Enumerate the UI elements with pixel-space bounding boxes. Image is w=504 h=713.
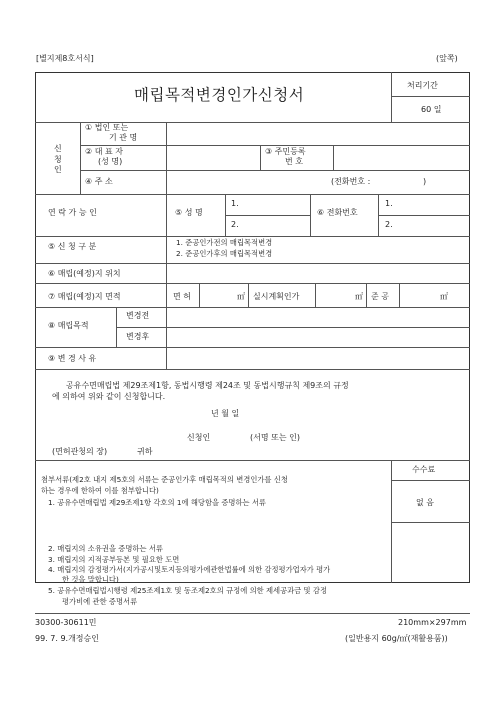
page-side-label: (앞쪽) xyxy=(436,54,458,63)
area-licensed-unit: ㎡ xyxy=(237,292,245,301)
declaration-signature: (서명 또는 인) xyxy=(250,433,300,442)
area-completed-label: 준 공 xyxy=(371,292,389,301)
attachment-item-5: 5. 공유수면매립법시행령 제25조제1호 및 동조제2호의 규정에 의한 제세공과금 및 감정 xyxy=(48,586,328,595)
declaration-date: 년 월 일 xyxy=(211,409,240,418)
area-planned-label: 실시계획인가 xyxy=(253,292,300,301)
contact-phone-label: ⑥ 전화번호 xyxy=(317,208,358,217)
attachment-item-4: 4. 매립지의 감정평가서(지가공시및토지등의평가에관한법률에 의한 감정평가업자가 평가 xyxy=(48,565,331,574)
processing-period-value: 60 일 xyxy=(421,105,442,114)
attachments-intro-1: 첨부서류(제2호 내지 제5호의 서류는 준공인가후 매립목적의 변경인가를 신청 xyxy=(41,475,288,484)
approval-date: 99. 7. 9.개정승인 xyxy=(35,634,99,643)
contact-phone-slot-1: 1. xyxy=(385,199,393,208)
attachment-item-4-cont: 한 것을 말합니다) xyxy=(62,575,119,584)
form-number: [별지제8호서식] xyxy=(36,54,94,63)
purpose-label: ⑧ 매립목적 xyxy=(48,321,89,330)
processing-period-label: 처리기간 xyxy=(407,81,438,90)
attachment-item-5-cont: 평가비에 관한 증명서류 xyxy=(62,597,138,606)
applicant-section-label: 신청인 xyxy=(54,144,62,174)
paper-spec: (일반용지 60g/㎡(재활용품)) xyxy=(345,634,448,643)
corp-name-label: ① 법인 또는 xyxy=(85,123,129,132)
contact-name-slot-1: 1. xyxy=(231,199,239,208)
attachments-intro-2: 하는 경우에 한하여 이를 첨부합니다) xyxy=(41,486,159,495)
paper-size: 210mm×297mm xyxy=(398,618,467,627)
attachment-item-2: 2. 매립지의 소유권을 증명하는 서류 xyxy=(48,544,163,553)
reg-number-label-2: 번 호 xyxy=(285,157,303,166)
fee-value: 없 음 xyxy=(416,498,434,507)
purpose-before-label: 변경전 xyxy=(126,311,150,320)
area-completed-unit: ㎡ xyxy=(440,292,448,301)
address-label: ④ 주 소 xyxy=(85,177,113,186)
category-option-1: 1. 준공인가전의 매립목적변경 xyxy=(176,238,273,247)
area-label: ⑦ 매립(예정)지 면적 xyxy=(48,292,121,301)
contact-label: 연 락 가 능 인 xyxy=(48,208,97,217)
form-code: 30300-30611민 xyxy=(35,618,97,627)
contact-name-slot-2: 2. xyxy=(231,220,239,229)
recipient: (면허관청의 장) xyxy=(52,447,108,456)
reason-label: ⑨ 변 경 사 유 xyxy=(48,354,97,363)
attachment-item-1: 1. 공유수면매립법 제29조제1항 각호의 1에 해당함을 증명하는 서류 xyxy=(48,498,266,507)
declaration-applicant: 신청인 xyxy=(187,433,211,442)
declaration-line-1: 공유수면매립법 제29조제1항, 동법시행령 제24조 및 동법시행규칙 제9조의 규정 xyxy=(66,381,349,390)
purpose-after-label: 변경후 xyxy=(126,332,150,341)
contact-phone-slot-2: 2. xyxy=(385,220,393,229)
phone-label: (전화번호 : xyxy=(331,177,371,186)
fee-label: 수수료 xyxy=(412,465,436,474)
form-title: 매립목적변경인가신청서 xyxy=(134,86,305,104)
phone-close: ) xyxy=(423,177,427,186)
category-label: ⑤ 신 청 구 분 xyxy=(48,242,97,251)
declaration-line-2: 에 의하여 위와 같이 신청합니다. xyxy=(52,392,166,401)
representative-label-2: (성 명) xyxy=(98,157,123,166)
area-planned-unit: ㎡ xyxy=(355,292,363,301)
corp-name-label-2: 기 관 명 xyxy=(109,133,138,142)
category-option-2: 2. 준공인가후의 매립목적변경 xyxy=(176,249,273,258)
contact-name-label: ⑤ 성 명 xyxy=(175,208,203,217)
recipient-suffix: 귀하 xyxy=(137,447,153,456)
attachment-item-3: 3. 매립지의 지적공부등본 및 필요한 도면 xyxy=(48,555,180,564)
area-licensed-label: 면 허 xyxy=(173,292,191,301)
representative-label: ② 대 표 자 xyxy=(85,147,123,156)
reg-number-label: ③ 주민등록 xyxy=(265,147,306,156)
location-label: ⑥ 매립(예정)지 위치 xyxy=(48,269,121,278)
